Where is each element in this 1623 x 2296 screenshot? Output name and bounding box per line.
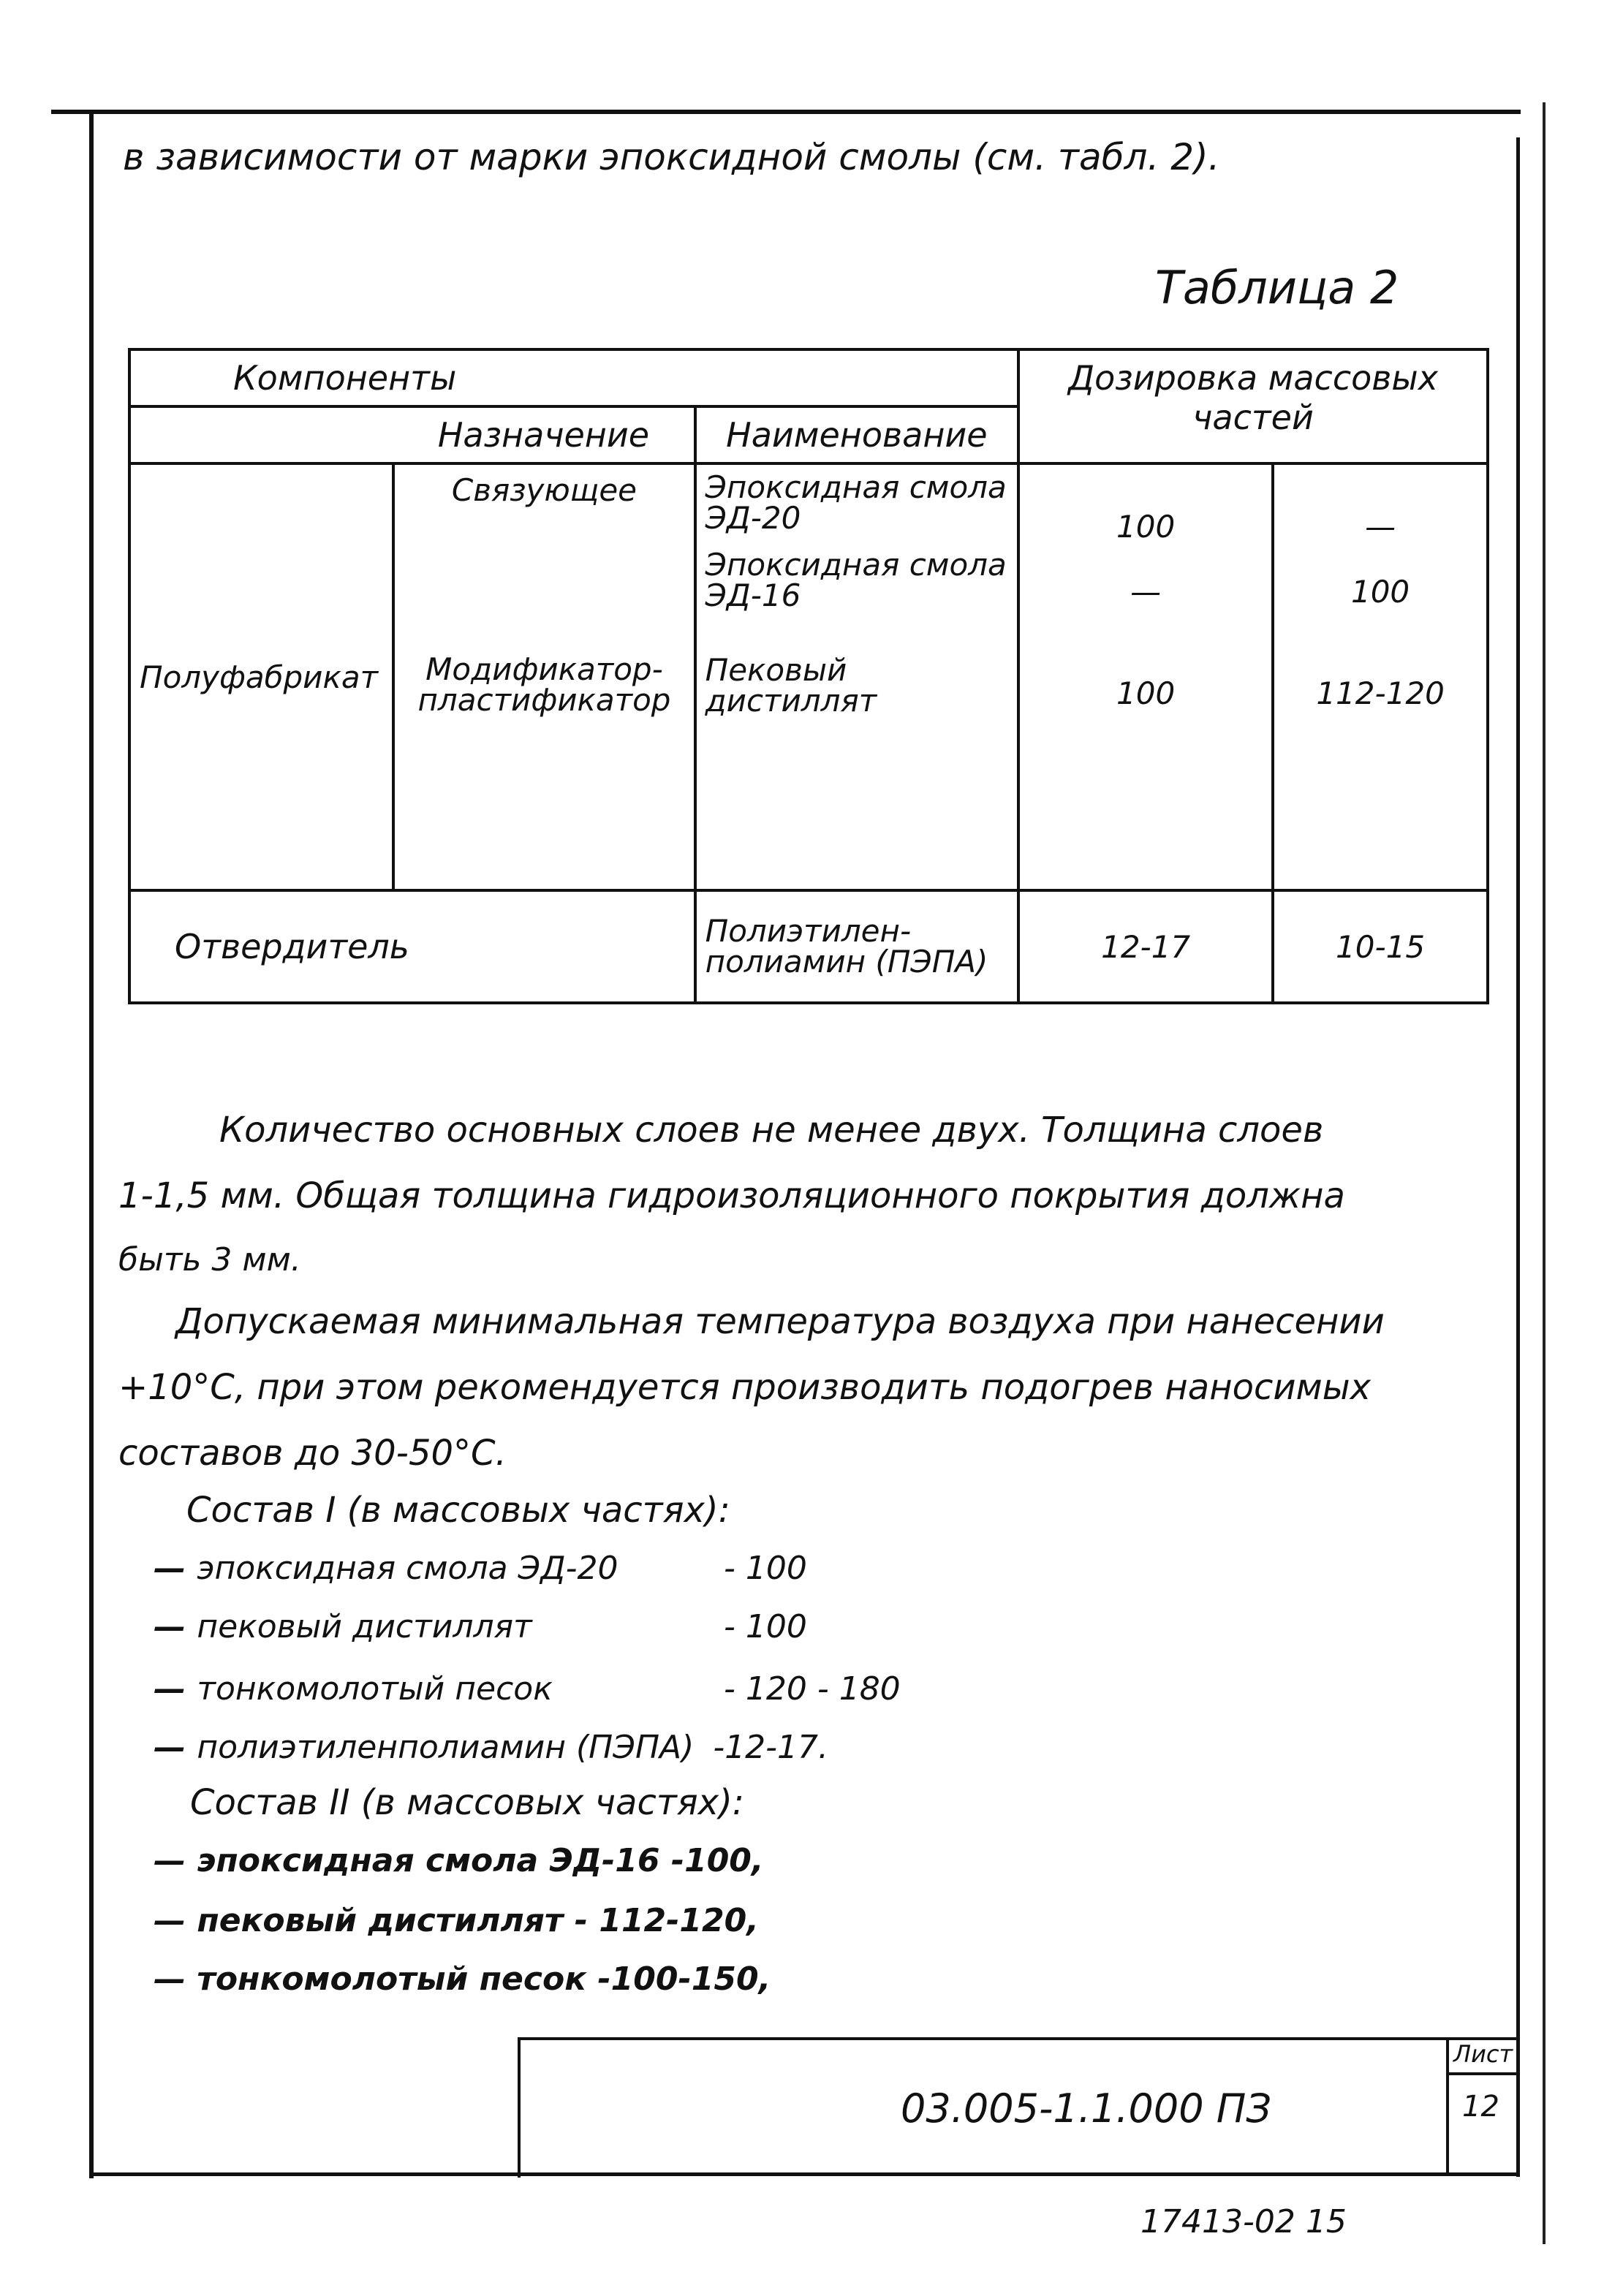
modifier-value2: 112-120 [1316, 675, 1445, 711]
cell-hardener-value2 [1273, 890, 1488, 1003]
header-empty-cell [129, 406, 393, 463]
hardener-value1: 12-17 [1101, 928, 1191, 965]
sheet-number: 12 [1462, 2090, 1499, 2123]
sheet-box [1446, 2037, 1519, 2175]
composition2-item [154, 1842, 764, 1879]
cell-hardener [129, 890, 695, 1003]
hardener-label: Отвердитель [175, 927, 409, 966]
frame-top-line [51, 110, 1521, 114]
sheet-divider [1449, 2072, 1519, 2075]
header-components-label: Компоненты [233, 358, 457, 398]
resin1-value1: 100 [1116, 509, 1176, 545]
composition1-item [154, 1729, 828, 1766]
hardener-name: Полиэтилен-полиамин (ПЭПА) [705, 913, 988, 980]
composition2-item-text: пековый дистиллят - 112-120, [197, 1902, 759, 1939]
composition1-item-name: пековый дистиллят [197, 1608, 532, 1645]
cell-name-list [695, 463, 1019, 890]
list-dash: — [154, 1960, 197, 1998]
header-name-label: Наименование [726, 415, 988, 455]
cell-semi-product [129, 463, 393, 890]
para1-line3: быть 3 мм. [118, 1241, 301, 1278]
para1-line2: 1-1,5 мм. Общая толщина гидроизоляционного покрытия должна [118, 1175, 1345, 1216]
frame-outer-right-line [1543, 102, 1546, 2244]
components-table [128, 348, 1489, 1004]
frame-left-line [89, 110, 94, 2178]
composition1-item-value: -12-17. [713, 1729, 829, 1766]
document-code: 03.005-1.1.000 ПЗ [901, 2085, 1271, 2132]
sheet-label: Лист [1453, 2040, 1513, 2068]
cell-purpose-list [393, 463, 695, 890]
resin1-name: Эпоксидная смола ЭД-20 [705, 469, 1007, 536]
list-dash: — [154, 1902, 197, 1939]
archive-number: 17413-02 15 [1140, 2203, 1347, 2240]
modifier-name: Пековый дистиллят [705, 652, 877, 719]
cell-hardener-name [695, 890, 1019, 1003]
composition1-item-name: тонкомолотый песок [197, 1670, 553, 1708]
table-header-row [129, 349, 1488, 406]
header-purpose [393, 406, 695, 463]
resin1-value2: — [1365, 509, 1396, 545]
resin2-name: Эпоксидная смола ЭД-16 [705, 547, 1007, 613]
header-components [129, 349, 1018, 406]
composition1-title: Состав I (в массовых частях): [186, 1490, 730, 1531]
table-row-semi-product [129, 463, 1488, 890]
table-title: Таблица 2 [1155, 261, 1399, 314]
composition1-item [154, 1670, 901, 1708]
composition1-item [154, 1550, 807, 1587]
list-dash: — [154, 1842, 197, 1879]
composition2-item-text: эпоксидная смола ЭД-16 -100, [197, 1842, 764, 1879]
composition2-title: Состав II (в массовых частях): [190, 1782, 744, 1823]
resin2-value1: — [1130, 574, 1162, 610]
list-dash: — [154, 1670, 197, 1708]
composition1-item-value: - 120 - 180 [724, 1670, 901, 1708]
intro-line: в зависимости от марки эпоксидной смолы (см. табл. 2). [123, 136, 1220, 178]
header-name [695, 406, 1019, 463]
composition1-item [154, 1608, 807, 1645]
title-block-stamp [518, 2037, 1519, 2178]
cell-dosage-col1 [1018, 463, 1273, 890]
resin2-value2: 100 [1350, 574, 1410, 610]
binder-purpose: Связующее [451, 472, 638, 508]
composition2-item [154, 1960, 771, 1998]
header-dosage-label: Дозировка массовых частей [1068, 358, 1438, 437]
composition1-item-name: эпоксидная смола ЭД-20 [197, 1550, 618, 1587]
composition1-item-value: - 100 [724, 1608, 807, 1645]
composition2-item-text: тонкомолотый песок -100-150, [197, 1960, 771, 1998]
table-row-hardener [129, 890, 1488, 1003]
modifier-purpose: Модификатор-пластификатор [417, 651, 671, 718]
composition1-item-name: полиэтиленполиамин (ПЭПА) [197, 1729, 695, 1766]
hardener-value2: 10-15 [1336, 928, 1426, 965]
para1-line1: Количество основных слоев не менее двух. Толщина слоев [219, 1110, 1324, 1151]
modifier-value1: 100 [1116, 675, 1176, 711]
para2-line2: +10°С, при этом рекомендуется производить подогрев наносимых [118, 1367, 1372, 1408]
list-dash: — [154, 1729, 197, 1766]
cell-hardener-value1 [1018, 890, 1273, 1003]
composition2-item [154, 1902, 759, 1939]
semi-product-label: Полуфабрикат [140, 659, 379, 695]
list-dash: — [154, 1608, 197, 1645]
header-dosage [1018, 349, 1488, 463]
para2-line3: составов до 30-50°С. [118, 1433, 507, 1474]
composition1-item-value: - 100 [724, 1550, 807, 1587]
para2-line1: Допускаемая минимальная температура воздуха при нанесении [175, 1301, 1385, 1342]
list-dash: — [154, 1550, 197, 1587]
header-purpose-label: Назначение [437, 415, 650, 455]
cell-dosage-col2 [1273, 463, 1488, 890]
frame-right-line [1516, 137, 1520, 2177]
